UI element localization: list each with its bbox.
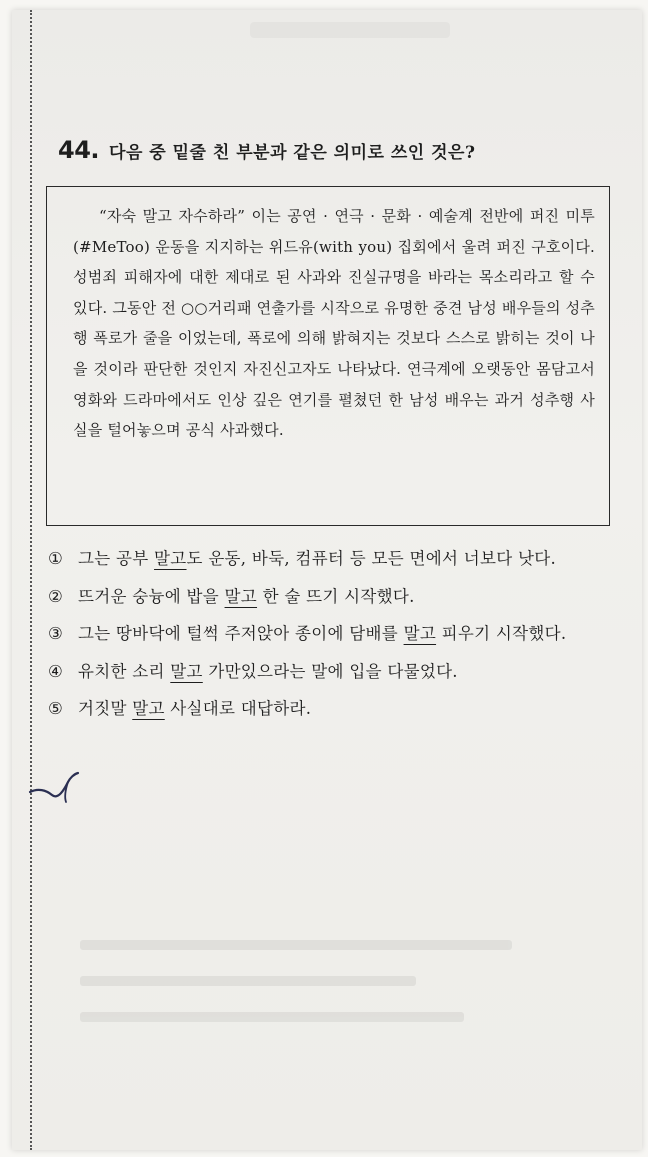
option-1[interactable] bbox=[48, 540, 614, 578]
answer-options bbox=[48, 540, 614, 728]
option-3[interactable] bbox=[48, 615, 614, 653]
option-5[interactable] bbox=[48, 690, 614, 728]
option-marker: ⑤ bbox=[48, 699, 64, 718]
option-marker: ④ bbox=[48, 661, 64, 681]
faded-bleedthrough bbox=[80, 940, 560, 1080]
option-text: 유치한 소리 말고 가만있으라는 말에 입을 다물었다. bbox=[78, 661, 458, 681]
underlined-word: 말고 bbox=[224, 586, 258, 606]
passage-text: “자숙 말고 자수하라” 이는 공연 · 연극 · 문화 · 예술계 전반에 퍼진 미투(#MeToo) 운동을 지지하는 위드유(with you) 집회에서 울려 퍼진 구호이다. 성범죄 피해자에 대한 제대로 된 사과와 진실규명을 바라는 목소리라고 할 수 있다. 그동안 전 ○○거리패 연출가를 시작으로 유명한 중견 남성 배우들의 성추행 폭로가 줄을 이었는데, 폭로에 의해 밝혀지는 것보다 스스로 밝히는 것이 나을 것이라 판단한 것인지 자진신고자도 나타났다. 연극계에 오랫동안 몸담고서 영화와 드라마에서도 인상 깊은 연기를 펼쳤던 한 남성 배우는 과거 성추행 사실을 털어놓으며 공식 사과했다. bbox=[73, 207, 595, 440]
option-2[interactable] bbox=[48, 578, 614, 616]
option-marker: ① bbox=[48, 549, 64, 568]
binding-dotted-line bbox=[30, 10, 32, 1150]
underlined-word: 말고 bbox=[132, 699, 165, 718]
option-text: 그는 땅바닥에 털썩 주저앉아 종이에 담배를 말고 피우기 시작했다. bbox=[78, 624, 567, 643]
underlined-word: 말고 bbox=[170, 661, 203, 681]
option-text: 거짓말 말고 사실대로 대답하라. bbox=[78, 699, 312, 718]
option-marker: ③ bbox=[48, 624, 64, 643]
question-prompt: 다음 중 밑줄 친 부분과 같은 의미로 쓰인 것은? bbox=[109, 143, 476, 163]
option-text: 그는 공부 말고도 운동, 바둑, 컴퓨터 등 모든 면에서 너보다 낫다. bbox=[78, 549, 557, 568]
faded-header bbox=[250, 22, 450, 38]
option-4[interactable] bbox=[48, 653, 614, 691]
option-marker: ② bbox=[48, 586, 64, 606]
question-heading bbox=[58, 136, 475, 164]
underlined-word: 말고 bbox=[154, 549, 187, 568]
option-text: 뜨거운 숭늉에 밥을 말고 한 술 뜨기 시작했다. bbox=[78, 586, 415, 606]
question-number: 44. bbox=[58, 136, 100, 164]
underlined-word: 말고 bbox=[403, 624, 437, 643]
passage-box bbox=[46, 186, 610, 526]
